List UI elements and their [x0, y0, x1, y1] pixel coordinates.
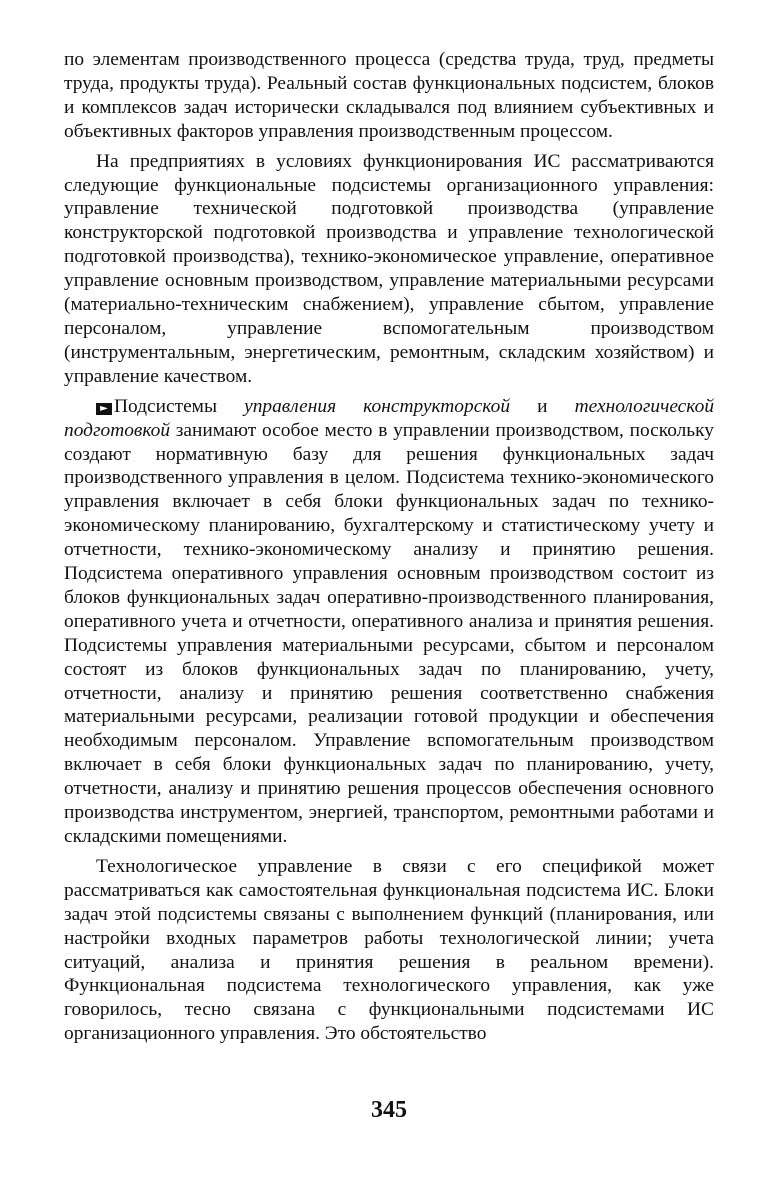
paragraph-3-italic-1: управления конструкторской — [244, 395, 511, 417]
page-body — [64, 48, 714, 1046]
paragraph-3-italic-2: технологической подготовкой — [64, 395, 715, 441]
paragraph-3-mid: и — [510, 395, 575, 417]
page-number: 345 — [371, 1097, 407, 1123]
paragraph-4: Технологическое управление в связи с его спецификой может рассматриваться как самостоятельная функциональная подсистема ИС. Блоки задач этой подсистемы связаны с выполнением функций (планирования, или настройки входных параметров работы технологической линии; учета ситуаций, анализа и принятия решения в реальном времени). Функциональная подсистема технологического управления, как уже говорилось, тесно связана с функциональными подсистемами ИС организационного управления. Это обстоятельство — [64, 855, 714, 1045]
paragraph-3-lead: Подсистемы — [114, 395, 245, 417]
paragraph-1: по элементам производственного процесса (средства труда, труд, предметы труда, продукты труда). Реальный состав функциональных подсистем, блоков и комплексов задач исторически складывался под влиянием субъективных и объективных факторов управления производственным процессом. — [64, 49, 714, 142]
arrow-right-box-icon: ► — [96, 403, 112, 415]
paragraph-3-rest: занимают особое место в управлении производством, поскольку создают нормативную базу для решения функциональных задач производственного управления в целом. Подсистема технико-экономического управления включает в себя блоки функциональных задач по технико-экономическому планированию, бухгалтерскому и статистическому учету и отчетности, технико-экономическому анализу и принятию решения. Подсистема оперативного управления основным производством состоит из блоков функциональных задач оперативно-производственного планирования, оперативного учета и отчетности, оперативного анализа и принятия решения. Подсистемы управления материальными ресурсами, сбытом и персоналом состоят из блоков функциональных задач по планированию, учету, отчетности, анализу и принятию решения соответственно снабжения материальными ресурсами, реализации готовой продукции и обеспечения необходимым персоналом. Управление вспомогательным производством включает в себя блоки функциональных задач по планированию, учету, отчетности, анализу и принятию решения процессов обеспечения основного производства инструментом, энергией, транспортом, ремонтными работами и складскими помещениями. — [64, 419, 714, 847]
paragraph-2: На предприятиях в условиях функционирования ИС рассматриваются следующие функциональные подсистемы организационного управления: управление технической подготовкой производства (управление конструкторской подготовкой производства и управление технологической подготовкой производства), технико-экономическое управление, оперативное управление основным производством, управление материальными ресурсами (материально-техническим снабжением), управление сбытом, управление персоналом, управление вспомогательным производством (инструментальным, энергетическим, ремонтным, складским хозяйством) и управление качеством. — [64, 150, 714, 387]
paragraph-3 — [64, 395, 714, 849]
